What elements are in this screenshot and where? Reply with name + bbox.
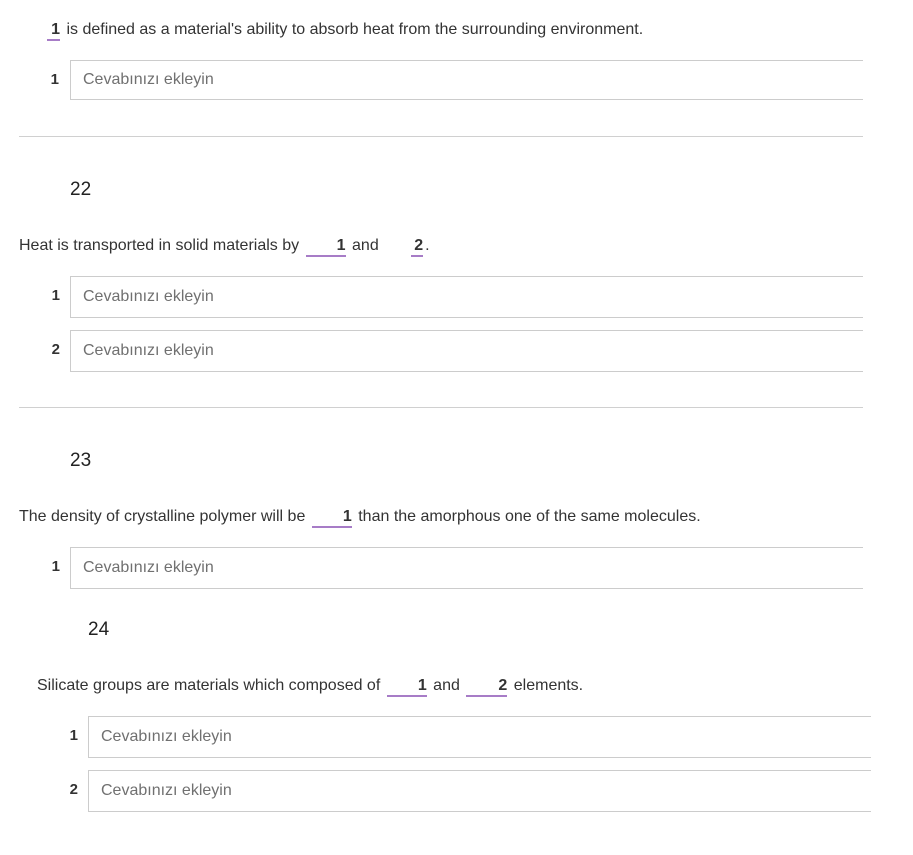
question-24-text (37, 676, 583, 697)
blank-1: 1 (306, 237, 346, 257)
answer-label: 1 (50, 71, 59, 88)
answer-input-2[interactable] (88, 770, 871, 812)
answer-input-2[interactable] (70, 330, 863, 372)
question-text: . (425, 237, 430, 254)
blank-1: 1 (312, 508, 352, 528)
answer-input-1[interactable] (70, 276, 863, 318)
answer-input-1[interactable] (88, 716, 871, 758)
answer-label: 2 (51, 341, 60, 358)
question-text: Heat is transported in solid materials by (19, 237, 304, 254)
question-number: 23 (70, 450, 92, 471)
question-21-text (47, 20, 643, 41)
blank-2: 2 (466, 677, 507, 697)
question-22-text (19, 236, 430, 257)
question-text: is defined as a material's ability to absorb heat from the surrounding environment. (62, 21, 644, 38)
answer-input-1[interactable] (70, 547, 863, 589)
blank-1: 1 (47, 21, 60, 41)
question-text: and (347, 237, 384, 254)
question-text: and (428, 677, 465, 694)
question-text: elements. (509, 677, 584, 694)
question-number: 24 (88, 619, 110, 640)
divider (19, 136, 863, 137)
question-23-text (19, 507, 701, 528)
answer-label: 1 (51, 287, 60, 304)
blank-1: 1 (387, 677, 427, 697)
divider (19, 407, 863, 408)
answer-label: 2 (69, 781, 78, 798)
question-text: than the amorphous one of the same molecules. (353, 508, 701, 525)
answer-label: 1 (51, 558, 60, 575)
answer-label: 1 (69, 727, 78, 744)
answer-input-1[interactable] (70, 60, 863, 100)
question-text: Silicate groups are materials which composed of (37, 677, 385, 694)
blank-2: 2 (411, 237, 423, 257)
question-number: 22 (70, 179, 92, 200)
question-text: The density of crystalline polymer will be (19, 508, 310, 525)
